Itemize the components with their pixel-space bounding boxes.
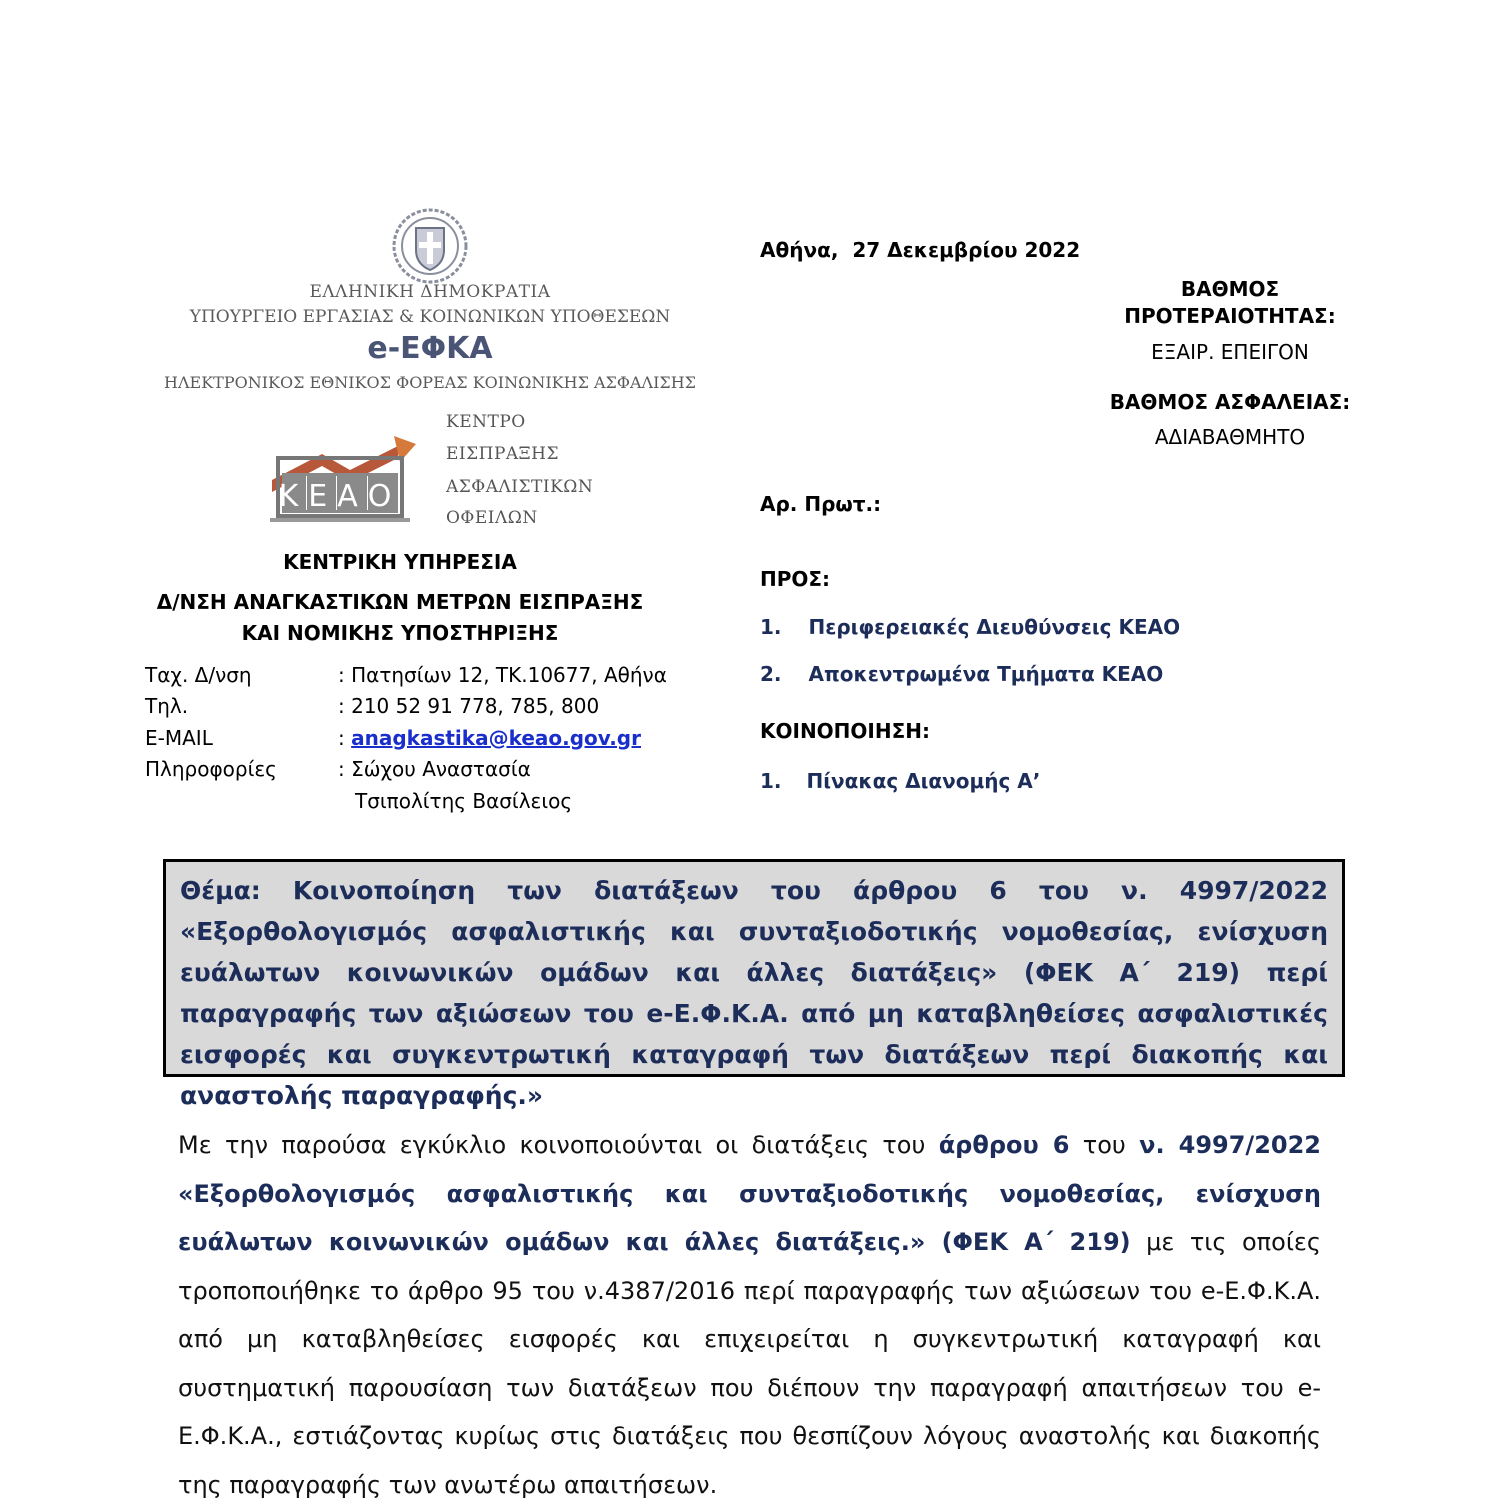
keao-line-3: ΑΣΦΑΛΙΣΤΙΚΩΝ	[446, 477, 594, 497]
ministry-title: ΥΠΟΥΡΓΕΙΟ ΕΡΓΑΣΙΑΣ & ΚΟΙΝΩΝΙΚΩΝ ΥΠΟΘΕΣΕΩΝ	[189, 307, 671, 327]
keao-line-2: ΕΙΣΠΡΑΞΗΣ	[446, 444, 559, 464]
greek-coat-of-arms-icon	[390, 206, 470, 286]
priority-label-1: ΒΑΘΜΟΣ	[1180, 277, 1280, 301]
subject-text: Θέμα: Κοινοποίηση των διατάξεων του άρθρου 6 του ν. 4997/2022 «Εξορθολογισμός ασφαλιστικής και συνταξιοδοτικής νομοθεσίας, ενίσχυση ευάλωτων κοινωνικών ομάδων και άλλες διατάξεις» (ΦΕΚ Α΄ 219) περί παραγραφής των αξιώσεων του e-Ε.Φ.Κ.Α. από μη καταβληθείσες ασφαλιστικές εισφορές και συγκεντρωτική καταγραφή των διατάξεων περί διακοπής και αναστολής παραγραφής.»	[180, 876, 1328, 1110]
contact-value: : Πατησίων 12, ΤΚ.10677, Αθήνα	[338, 663, 667, 687]
body-bold-law: ν. 4997/2022 «Εξορθολογισμός ασφαλιστικής και συνταξιοδοτικής νομοθεσίας, ενίσχυση ευάλωτων κοινωνικών ομάδων και άλλες διατάξεις.» (ΦΕΚ Α΄ 219)	[178, 1131, 1321, 1256]
contact-label: Πληροφορίες	[145, 757, 277, 781]
to-label: ΠΡΟΣ:	[760, 567, 831, 591]
security-value: ΑΔΙΑΒΑΘΜΗΤΟ	[1154, 425, 1306, 449]
recipient-number: 2.	[760, 662, 782, 686]
keao-line-1: ΚΕΝΤΡΟ	[446, 412, 526, 432]
recipient-text: Αποκεντρωμένα Τμήματα ΚΕΑΟ	[808, 662, 1164, 686]
document-date: Αθήνα, 27 Δεκεμβρίου 2022	[760, 238, 1081, 262]
recipient-text: Περιφερειακές Διευθύνσεις ΚΕΑΟ	[808, 615, 1181, 639]
contact-value: : Σώχου Αναστασία	[338, 757, 531, 781]
republic-title: ΕΛΛΗΝΙΚΗ ΔΗΜΟΚΡΑΤΙΑ	[309, 282, 551, 302]
body-bold-article: άρθρου 6	[938, 1131, 1070, 1159]
email-prefix: :	[338, 726, 352, 750]
recipient-1	[760, 615, 1180, 639]
protocol-label: Αρ. Πρωτ.:	[760, 492, 882, 516]
priority-label-2: ΠΡΟΤΕΡΑΙΟΤΗΤΑΣ:	[1124, 304, 1336, 328]
directorate-line-1: Δ/ΝΣΗ ΑΝΑΓΚΑΣΤΙΚΩΝ ΜΕΤΡΩΝ ΕΙΣΠΡΑΞΗΣ	[156, 590, 644, 614]
contact-value: Τσιπολίτης Βασίλειος	[355, 789, 573, 813]
contact-value: : 210 52 91 778, 785, 800	[338, 694, 600, 718]
keao-logo	[266, 418, 422, 524]
body-paragraph	[178, 1121, 1321, 1509]
recipient-number: 1.	[760, 769, 782, 793]
body-text-2: του	[1069, 1131, 1140, 1159]
recipient-text: Πίνακας Διανομής Α’	[806, 769, 1041, 793]
priority-value: ΕΞΑΙΡ. ΕΠΕΙΓΟΝ	[1151, 340, 1309, 364]
email-link[interactable]: anagkastika@keao.gov.gr	[351, 726, 641, 750]
cc-recipient-1	[760, 769, 1040, 793]
contact-label: E-MAIL	[145, 726, 213, 750]
contact-value	[338, 726, 641, 750]
agency-full-title: ΗΛΕΚΤΡΟΝΙΚΟΣ ΕΘΝΙΚΟΣ ΦΟΡΕΑΣ ΚΟΙΝΩΝΙΚΗΣ ΑΣΦΑΛΙΣΗΣ	[164, 373, 696, 392]
recipient-number: 1.	[760, 615, 782, 639]
recipient-2	[760, 662, 1163, 686]
keao-line-4: ΟΦΕΙΛΩΝ	[446, 508, 538, 528]
central-service: ΚΕΝΤΡΙΚΗ ΥΠΗΡΕΣΙΑ	[283, 550, 517, 574]
cc-label: ΚΟΙΝΟΠΟΙΗΣΗ:	[760, 719, 930, 743]
svg-text:ΚΕΑΟ: ΚΕΑΟ	[278, 479, 402, 514]
contact-label: Ταχ. Δ/νση	[145, 663, 252, 687]
directorate-line-2: ΚΑΙ ΝΟΜΙΚΗΣ ΥΠΟΣΤΗΡΙΞΗΣ	[241, 621, 559, 645]
agency-title: e-ΕΦΚΑ	[367, 331, 493, 366]
body-text-3: με τις οποίες τροποποιήθηκε το άρθρο 95 του ν.4387/2016 περί παραγραφής των αξιώσεων του e-Ε.Φ.Κ.Α. από μη καταβληθείσες εισφορές και επιχειρείται η συγκεντρωτική καταγραφή και συστηματική παρουσίαση των διατάξεων που διέπουν την παραγραφή απαιτήσεων του e-Ε.Φ.Κ.Α., εστιάζοντας κυρίως στις διατάξεις που θεσπίζουν λόγους αναστολής και διακοπής της παραγραφής των ανωτέρω απαιτήσεων.	[178, 1228, 1321, 1499]
body-text-1: Με την παρούσα εγκύκλιο κοινοποιούνται οι διατάξεις του	[178, 1131, 939, 1159]
subject-box	[163, 859, 1345, 1110]
security-label: ΒΑΘΜΟΣ ΑΣΦΑΛΕΙΑΣ:	[1109, 390, 1351, 414]
contact-label: Τηλ.	[145, 694, 189, 718]
